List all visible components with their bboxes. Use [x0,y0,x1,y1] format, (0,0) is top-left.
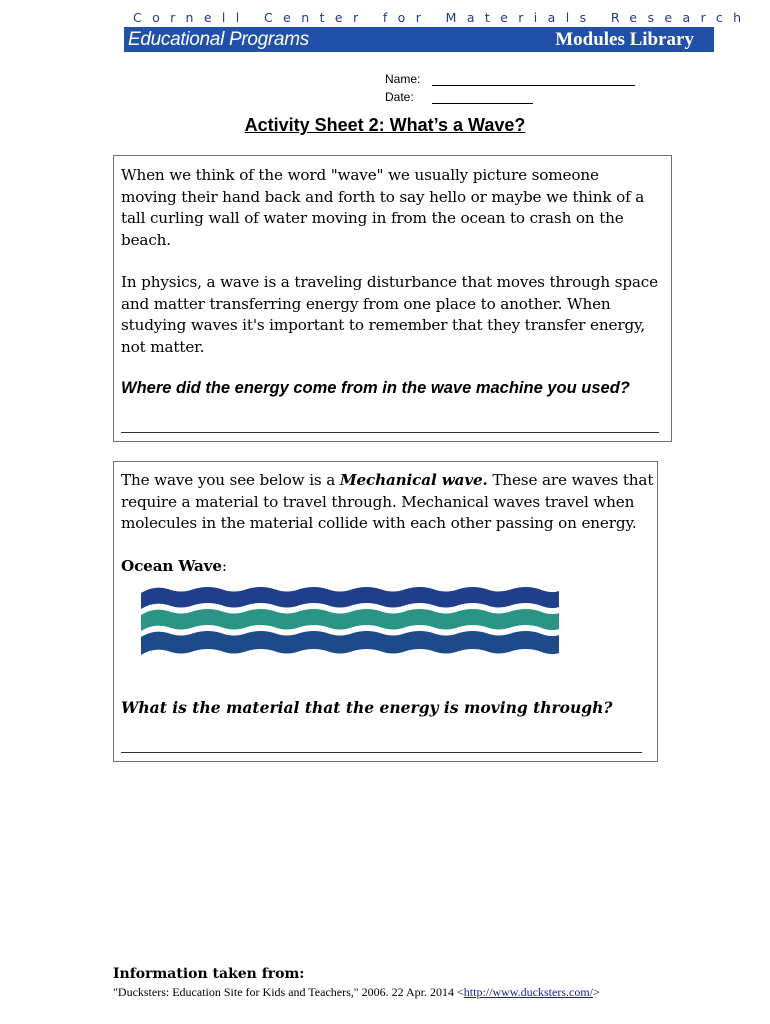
wave-band-middle [141,609,559,631]
mechanical-paragraph [121,470,653,535]
page-title: Activity Sheet 2: What’s a Wave? [244,115,526,135]
energy-answer-line[interactable] [121,432,659,433]
date-label: Date: [385,90,414,104]
citation-close: > [593,985,600,999]
material-answer-line[interactable] [121,752,642,753]
wave-band-bottom [141,631,559,655]
material-question: What is the material that the energy is moving through? [121,698,613,717]
text-run: These are waves that [487,471,654,489]
text-line: studying waves it's important to remember that they transfer energy, [121,316,646,334]
citation-text: "Ducksters: Education Site for Kids and Teachers," 2006. 22 Apr. 2014 < [113,985,464,999]
text-line: molecules in the material collide with each other passing on energy. [121,514,637,532]
name-label: Name: [385,72,421,86]
text-run: The wave you see below is a [121,471,340,489]
text-line: and matter transferring energy from one place to another. When [121,294,611,313]
intro-box [113,155,672,442]
sources-heading: Information taken from: [113,966,305,982]
energy-question: Where did the energy come from in the wave machine you used? [121,379,630,397]
intro-paragraph-1 [121,165,644,251]
ocean-wave-illustration [141,585,561,663]
mechanical-wave-box [113,461,658,762]
source-citation [113,985,600,1000]
text-line: When we think of the word "wave" we usually picture someone [121,166,599,184]
ocean-wave-colon: : [221,557,227,575]
text-line: moving their hand back and forth to say hello or maybe we think of a [121,187,645,206]
date-field[interactable] [432,103,533,104]
banner-right-title: Modules Library [555,29,694,50]
center-name: Cornell Center for Materials Research [133,10,752,25]
intro-paragraph-2 [121,272,658,358]
name-field[interactable] [432,85,635,86]
header-banner [124,27,714,52]
ocean-wave-label [121,556,227,578]
text-line: beach. [121,230,171,249]
text-line [121,470,653,492]
text-line: require a material to travel through. Mechanical waves travel when [121,492,635,511]
wave-band-top [141,587,559,609]
ocean-wave-term: Ocean Wave [121,557,222,575]
text-line: not matter. [121,337,205,356]
text-line: In physics, a wave is a traveling disturbance that moves through space [121,273,658,291]
ducksters-link[interactable]: http://www.ducksters.com/ [463,985,593,999]
mechanical-wave-term: Mechanical wave. [339,471,488,489]
text-line: tall curling wall of water moving in from the ocean to crash on the [121,209,624,227]
banner-left-title: Educational Programs [128,29,309,50]
